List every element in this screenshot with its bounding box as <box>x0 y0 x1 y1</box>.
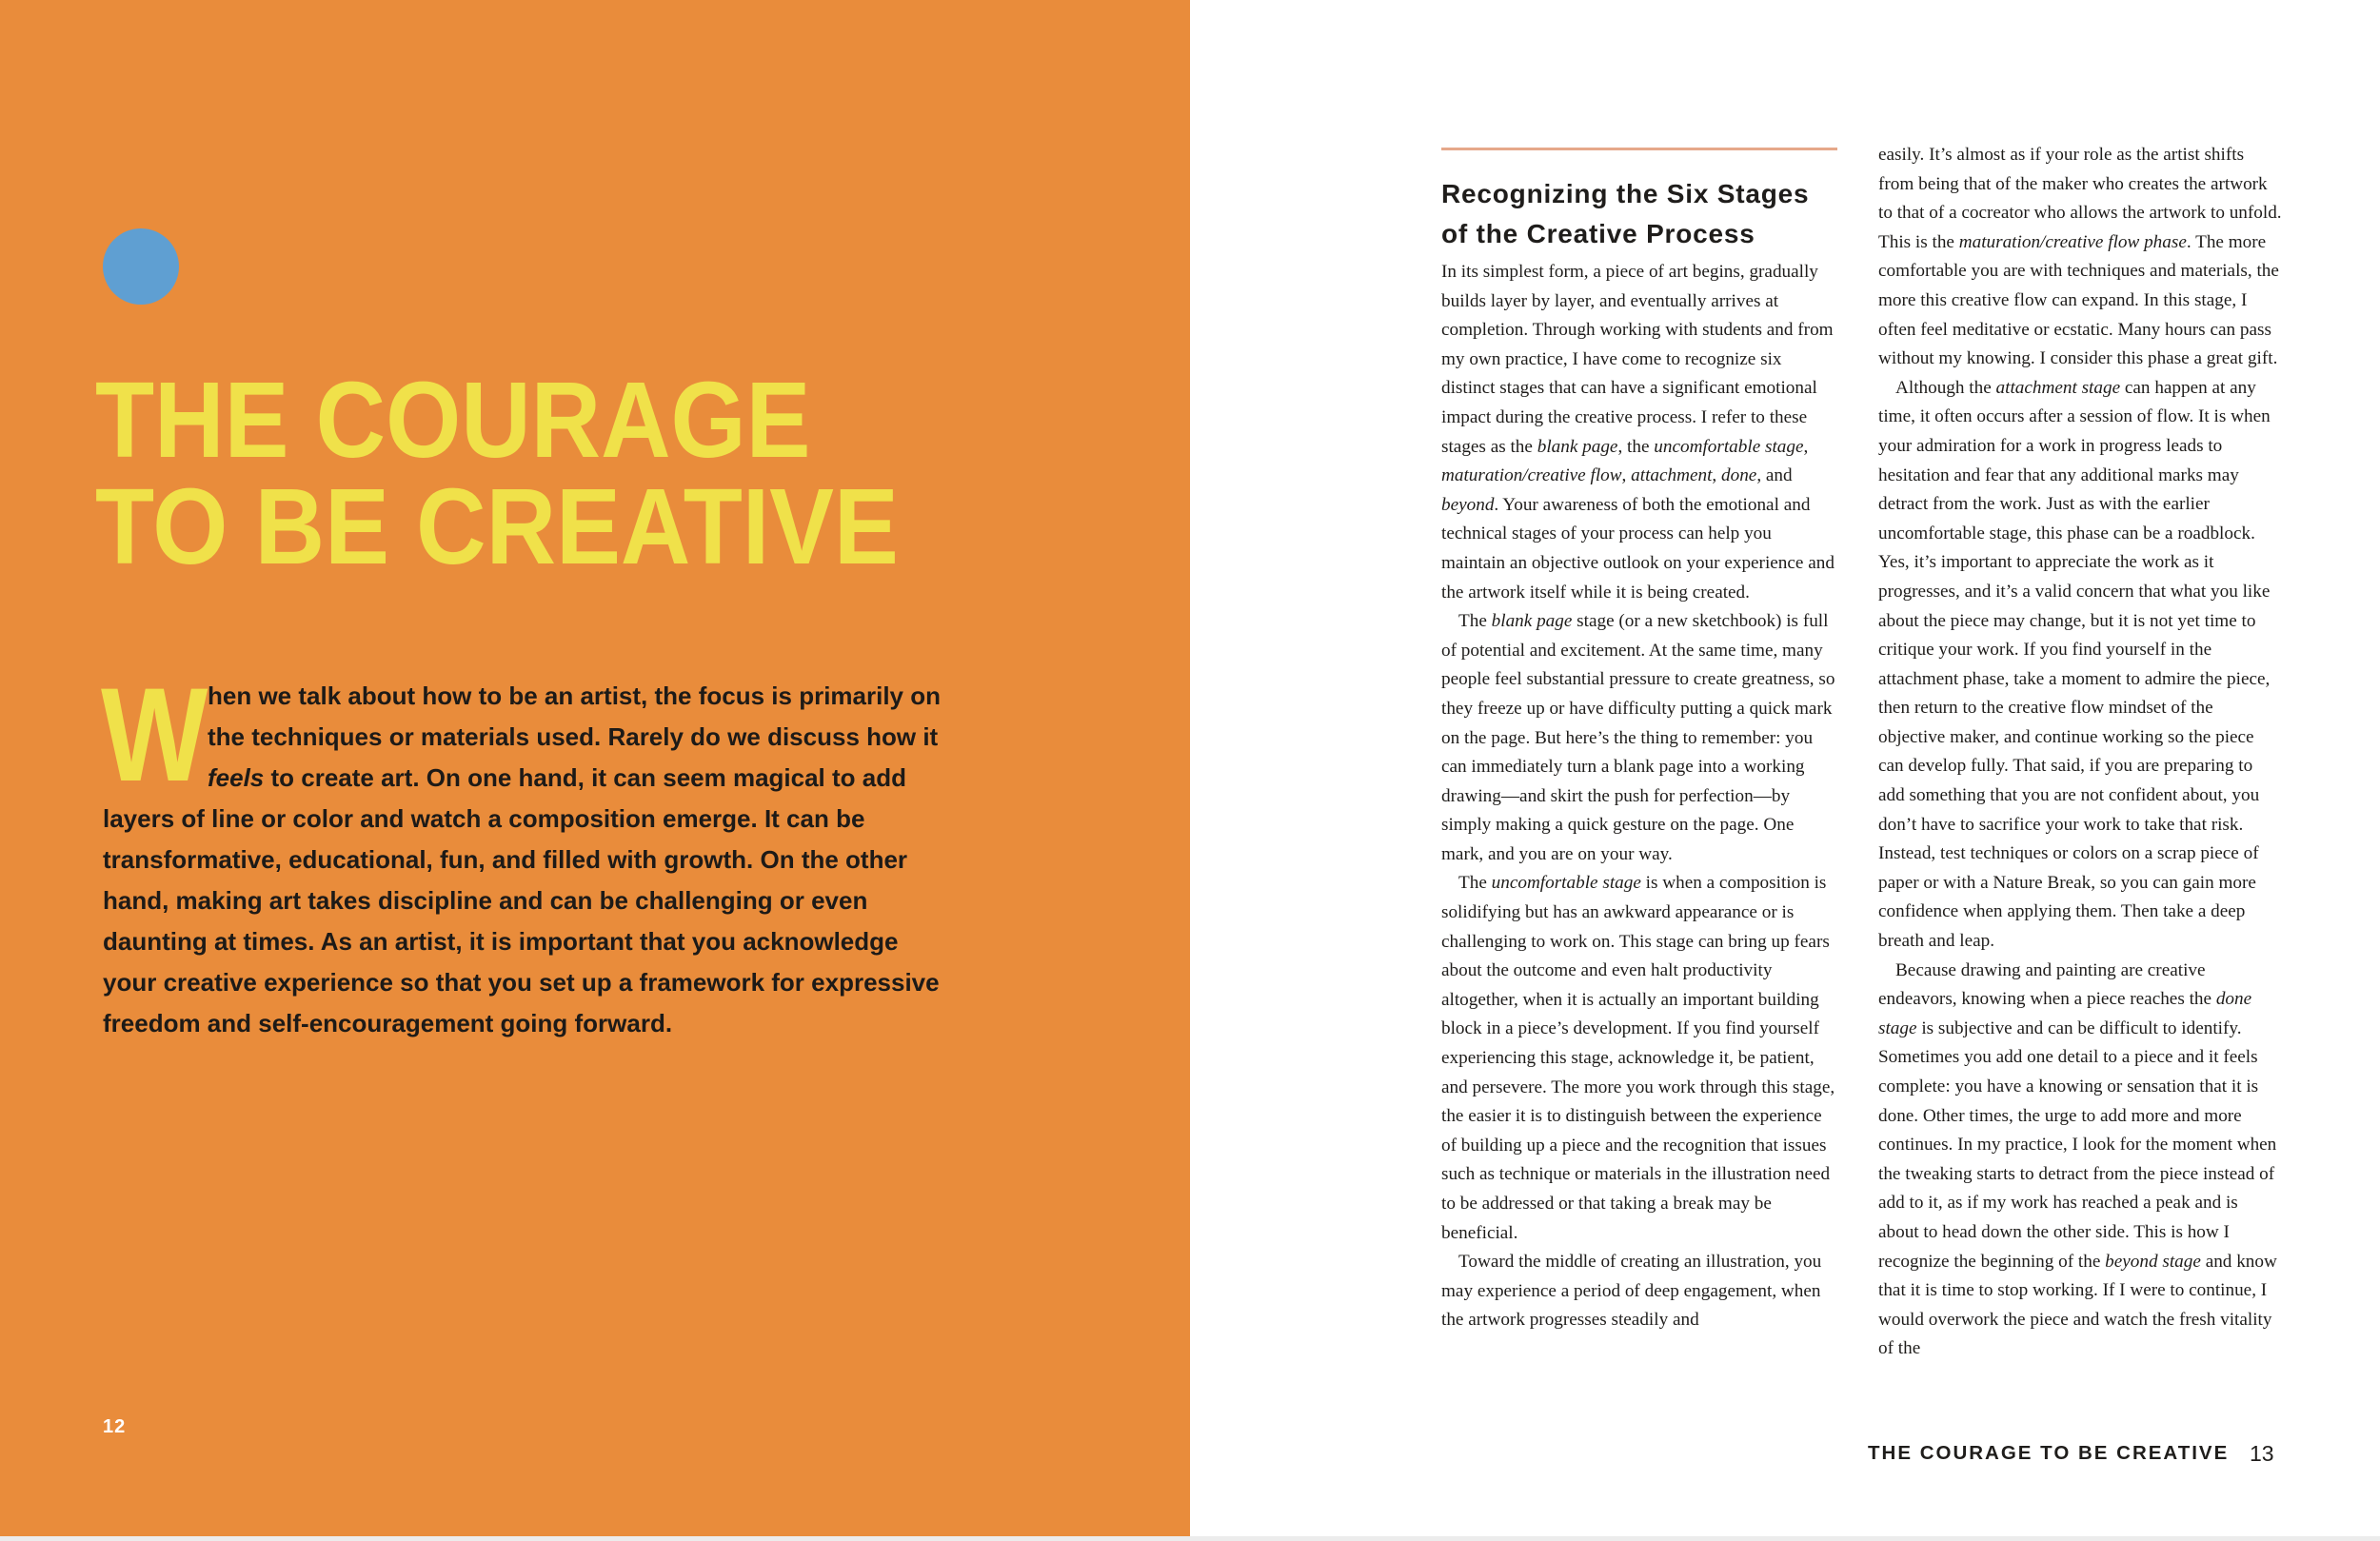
text-emphasis: uncomfortable stage <box>1491 873 1641 894</box>
intro-text-a: hen we talk about how to be an artist, the focus is primarily on the techniques or materials used. Rarely do we discuss how it <box>208 682 942 751</box>
page-bottom-edge <box>0 1536 2380 1541</box>
text-run: The <box>1458 611 1492 632</box>
blue-dot-ornament <box>103 228 179 305</box>
col2-paragraph-2 <box>1878 374 2283 957</box>
text-run: The <box>1458 873 1492 894</box>
text-emphasis: blank page <box>1537 436 1618 457</box>
text-emphasis: maturation/creative flow phase <box>1958 231 2187 252</box>
intro-text-emphasis: feels <box>208 763 265 792</box>
text-emphasis: maturation/creative flow <box>1441 465 1622 486</box>
text-run: stage (or a new sketchbook) is full of potential and excitement. At the same time, many people feel substantial pressure to create greatness, so they freeze up or have difficulty putting a quick mark on the page. But here’s the thing to remember: you can immediately turn a blank page into a working drawing—and skirt the push for perfection—by simply making a quick gesture on the page. One mark, and you are on your way. <box>1441 611 1835 864</box>
page-number-right: 13 <box>2250 1441 2274 1466</box>
col2-paragraph-3 <box>1878 957 2283 1364</box>
text-run: is when a composition is solidifying but has an awkward appearance or is challenging to work on. This stage can bring up fears about the outcome and even halt productivity altogether, when it is actually an important building block in a piece’s development. If you find yourself experiencing this stage, acknowledge it, be patient, and persevere. The more you work through this stage, the easier it is to distinguish between the experience of building up a piece and the recognition that issues such as technique or materials in the illustration need to be addressed or that taking a break may be beneficial. <box>1441 873 1835 1243</box>
chapter-title-line-2: TO BE CREATIVE <box>95 466 899 586</box>
text-run: . The more comfortable you are with techniques and materials, the more this creative flow can expand. In this stage, I often feel meditative or ecstatic. Many hours can pass without my knowing. I consider this phase a great gift. <box>1878 231 2279 369</box>
text-run: , <box>1803 436 1809 457</box>
intro-text-b: to create art. On one hand, it can seem magical to add layers of line or color and watch a composition emerge. It can be transformative, educational, fun, and filled with growth. On the other hand, making art takes discipline and can be challenging or even daunting at times. As an artist, it is important that you acknowledge your creative experience so that you set up a framework for expressive freedom and self-encouragement going forward. <box>103 763 940 1037</box>
text-run: , and <box>1756 465 1793 486</box>
col1-paragraph-3 <box>1441 869 1836 1248</box>
intro-paragraph <box>101 660 942 1044</box>
text-run: , <box>1712 465 1721 486</box>
text-run: Although the <box>1895 377 1996 398</box>
col1-paragraph-1 <box>1441 258 1836 607</box>
text-emphasis: blank page <box>1491 611 1573 632</box>
text-column-2 <box>1878 141 2283 1364</box>
text-emphasis: uncomfortable stage <box>1654 436 1804 457</box>
section-rule <box>1441 148 1837 150</box>
text-run: . Your awareness of both the emotional and technical stages of your process can help you maintain an objective outlook on your experience and the artwork itself while it is being created. <box>1441 494 1835 603</box>
text-emphasis: beyond stage <box>2105 1251 2201 1272</box>
text-run: is subjective and can be difficult to identify. Sometimes you add one detail to a piece and it feels complete: you have a knowing or sensation that it is done. Other times, the urge to add more and more continues. In my practice, I look for the moment when the tweaking starts to detract from the piece instead of add to it, as if my work has reached a peak and is about to head down the other side. This is how I recognize the beginning of the <box>1878 1017 2277 1272</box>
section-heading: Recognizing the Six Stages of the Creative Process <box>1441 179 1810 248</box>
text-emphasis: beyond <box>1441 494 1495 515</box>
col2-paragraph-1 <box>1878 141 2283 374</box>
text-run: , <box>1621 465 1632 486</box>
text-run: and know that it is time to stop working. If I were to continue, I would overwork the piece and watch the fresh vitality of the <box>1878 1251 2277 1359</box>
text-run: , the <box>1617 436 1655 457</box>
chapter-title <box>95 360 899 586</box>
col1-paragraph-2 <box>1441 607 1836 869</box>
col1-paragraph-4: Toward the middle of creating an illustration, you may experience a period of deep engagement, when the artwork progresses steadily and <box>1441 1252 1822 1331</box>
text-emphasis: done stage <box>1878 989 2252 1038</box>
running-head: THE COURAGE TO BE CREATIVE <box>1868 1442 2230 1464</box>
text-run: easily. It’s almost as if your role as the artist shifts from being that of the maker who creates the artwork to that of a cocreator who allows the artwork to unfold. This is the <box>1878 145 2282 252</box>
text-column-1 <box>1441 174 1836 1335</box>
text-emphasis: attachment <box>1631 465 1713 486</box>
text-run: In its simplest form, a piece of art begins, gradually builds layer by layer, and eventually arrives at completion. Through working with students and from my own practice, I have come to recognize six distinct stages that can have a significant emotional impact during the creative process. I refer to these stages as the <box>1441 262 1834 457</box>
text-emphasis: attachment stage <box>1995 377 2121 398</box>
text-run: can happen at any time, it often occurs after a session of flow. It is when your admiration for a work in progress leads to hesitation and fear that any additional marks may detract from the work. Just as with the earlier uncomfortable stage, this phase can be a roadblock. Yes, it’s important to appreciate the work as it progresses, and it’s a valid concern that what you like about the piece may change, but it is not yet time to critique your work. If you find yourself in the attachment phase, take a moment to admire the piece, then return to the creative flow mindset of the objective maker, and continue working so the piece can develop fully. That said, if you are preparing to add something that you are not confident about, you don’t have to sacrifice your work to take that risk. Instead, test techniques or colors on a scrap piece of paper or with a Nature Break, so you can gain more confidence when applying them. Then take a deep breath and leap. <box>1878 377 2271 952</box>
page-number-left: 12 <box>103 1416 127 1437</box>
text-emphasis: done <box>1721 465 1757 486</box>
text-run: Because drawing and painting are creative endeavors, knowing when a piece reaches the <box>1878 959 2216 1010</box>
drop-cap: W <box>101 660 208 809</box>
chapter-title-line-1: THE COURAGE <box>95 360 811 480</box>
